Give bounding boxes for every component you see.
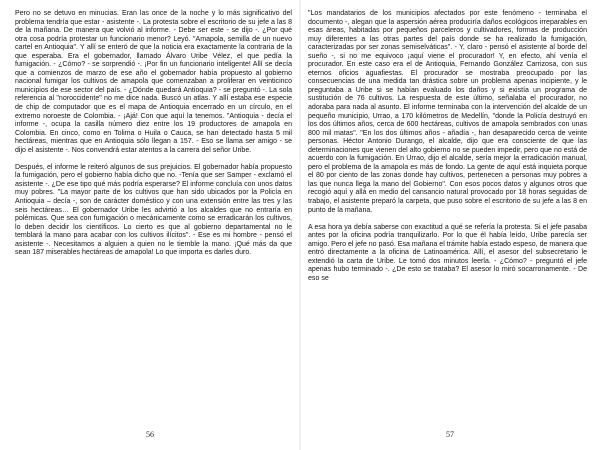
paragraph: Pero no se detuvo en minucias. Eran las once de la noche y lo más significativo del problema tendría que estar - asistente -. La protesta sobre el escritorio de su jefe a las 8 de la mañana. De manera que volvió al informe. - Debe ser este - se dijo -. ¿Por qué otra cosa podría protestar un funcionario menor? Leyó. "Amapola, semilla de un nuevo cartel en Antioquia". Y allí se enteró de que la noticia era exactamente la contraria de la que esperaba. Era el gobernador, llamado Álvaro Uribe Vélez, el que pedía la fumigación. - ¿Cómo? - se sorprendió -. ¡Por fin un funcionario inteligente! Allí se decía que a comienzos de marzo de ese año el gobernador había propuesto al gobierno nacional fumigar los cultivos de amapola que comenzaban a proliferar en veinticinco municipios de ese sector del país. - ¿Dónde quedará Antioquia? - se preguntó -. La sola referencia al "noroccidente" no me dice nada. Buscó un atlas. Y allí estaba ese especie de chip de computador que es el mapa de Antioquia encerrado en un círculo, en el extremo noroeste de Colombia. - ¡Ajá! Con que aquí la tenemos. "Antioquia - decía el informe -, ocupa la casilla número diez entre los 19 productores de amapola en Colombia. En cinco, como en Tolima o Huila o Cauca, se han detectado hasta 5 mil hectáreas, mientras que en Antioquia sólo llegan a 157. - Eso se llama ser amigo - se dijo el asistente -. Nos convendrá estar atentos a la carrera del señor Uribe.	[15, 10, 292, 154]
page-body	[15, 10, 292, 258]
paragraph: "Los mandatarios de los municipios afectados por este fenómeno - terminaba el documento -, alegan que la aspersión aérea produciría daños ecológicos irreparables en esas áreas, habitadas por pequeños parceleros y cultivadores, formas de producción muy diferentes a las otras partes del país donde se ha realizado la fumigación, caracterizadas por ser zonas semiselváticas". - Y, claro - pensó el asistente al borde del sueño -, si no me equivoco ¡aquí viene el procurador! Y, en efecto, ahí venía el procurador. En este caso era el de Antioquia, Fernando González Carrizosa, con sus eternos oficios aguafiestas. El procurador se mostraba preocupado por las consecuencias de una medida tan drástica sobre un problema apenas incipiente, y le preguntaba a Uribe si se habían evaluado los daños y si existía un programa de sustitución de 76 cultivos. La respuesta de este último, señalaba el procurador, no adoraba para nada al asunto. El informe terminaba con la intervención del alcalde de un pequeño municipio, Urrao, a 170 kilómetros de Medellín, "donde la Policía destruyó en los dos últimos años, cerca de 600 hectáreas, cultivos de amapola sembrados con unas 800 mil matas". "En los dos últimos años - añadía -, han desaparecido cerca de veinte personas. Héctor Antonio Durango, el alcalde, dijo que era consciente de que las determinaciones que vienen del alto gobierno no se pueden impedir, pero que no está de acuerdo con la fumigación. En Urrao, dijo el alcalde, sería mejor la erradicación manual, pero el problema de la amapola es más de fondo. La gente de aquí está inquieta porque el 80 por ciento de las zonas donde hay cultivos, pertenecen a personas muy pobres a las que nunca llega la mano del Gobierno". Con esos pocos datos y algunos otros que recogió aquí y allá en medio del cansancio natural provocado por 18 horas seguidas de trabajo, el asistente preparó la carpeta, que puso sobre el escritorio de su jefe a las 8 en punto de la mañana.	[308, 10, 587, 214]
page-number: 56	[146, 430, 154, 439]
right-page	[300, 0, 600, 450]
page-body	[308, 10, 587, 284]
paragraph: A esa hora ya debía saberse con exactitud a qué se refería la protesta. Si el jefe pasaba antes por la oficina podría tranquilizarlo. Por lo que él había leído, Uribe parecía ser amigo. Pero el jefe no pasó. Esa mañana el trámite había estado espeso, de manera que entró directamente a la oficina de Latinoamérica. Allí, el asesor del subsecretario le extendió la carta de Uribe. Le tomó dos minutos leerla. - ¿Cómo? - preguntó el jefe apenas hubo terminado -. ¿De esto se trataba? El asesor lo miró socarronamente. - De eso se	[308, 223, 587, 282]
page-number: 57	[446, 430, 454, 439]
paragraph: Después, el informe le reiteró algunos de sus prejuicios. El gobernador había propuesto la fumigación, pero el gobierno había dicho que no. -Tenía que ser Samper - exclamó el asistente -. ¿De ese tipo qué más podría esperarse? El informe concluía con unos datos muy pobres. "La mayor parte de los cultivos que han sido ubicados por la Policía en Antioquia – decía -, son de carácter doméstico y con una extensión entre las tres y las seis hectáreas… El gobernador Uribe les advirtió a los alcaldes que no entraría en polémicas. Que sea con fumigación o mecánicamente como se erradicarán los cultivos, lo deben decidir los científicos. Lo cierto es que al gobierno departamental no le temblará la mano para acabar con los cultivos ilícitos". - Ese es mi hombre - pensó el asistente -. Necesitamos a alguien a quien no le tiemble la mano. ¡Qué más da que sean 187 miserables hectáreas de amapola! Lo que importa es darles duro.	[15, 163, 292, 257]
